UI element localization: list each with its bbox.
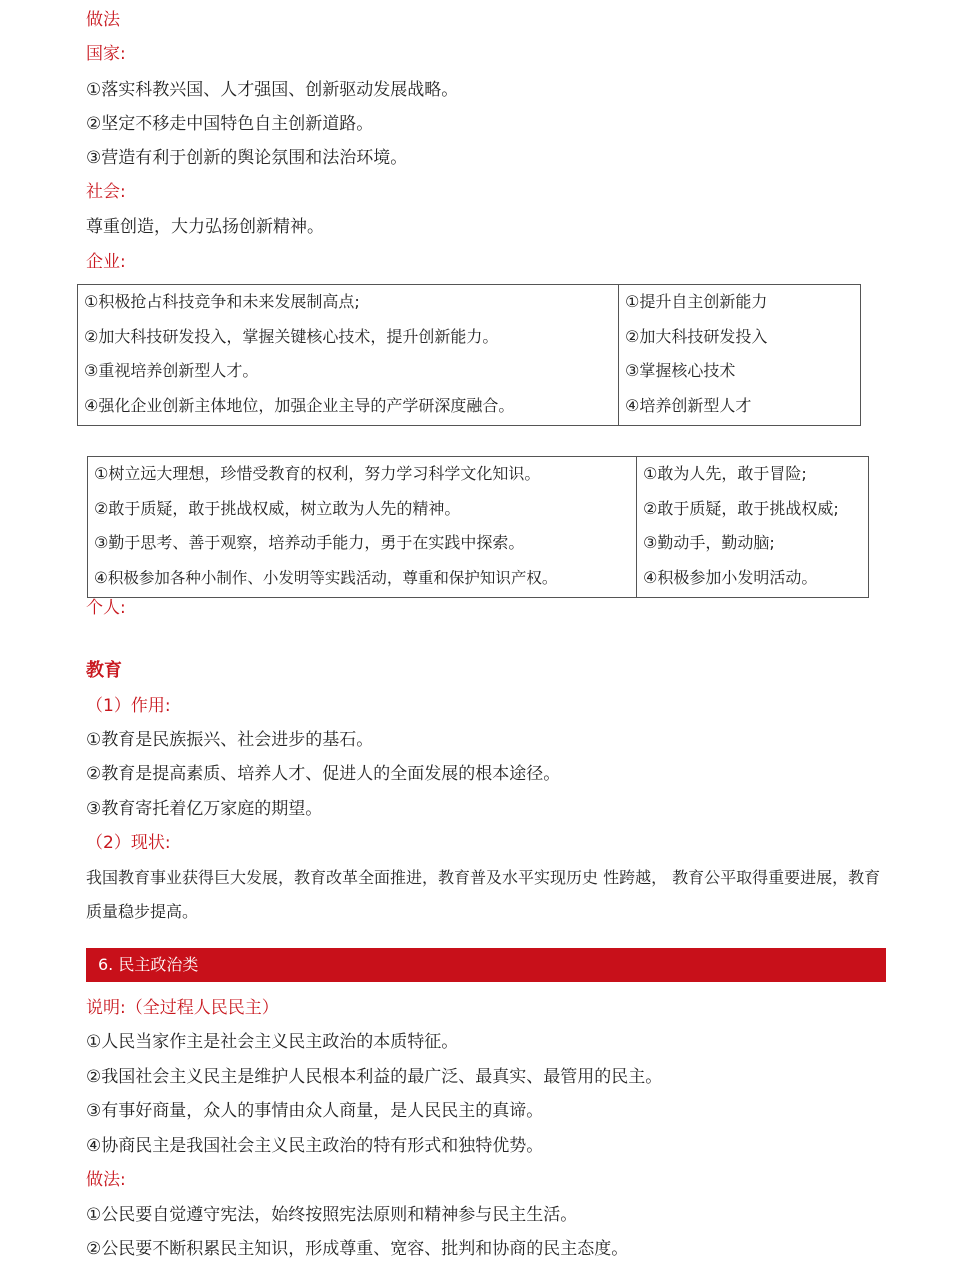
individual-left-cell	[88, 457, 637, 598]
individual-right-item: ②敢于质疑，敢于挑战权威;	[643, 498, 839, 518]
individual-right-item: ③勤动手，勤动脑;	[643, 533, 775, 552]
democracy-explain-label: 说明:（全过程人民民主）	[86, 998, 279, 1018]
individual-right-item: ④积极参加小发明活动。	[643, 567, 818, 587]
enterprise-right-item: ③掌握核心技术	[625, 361, 736, 380]
education-heading: 教育	[86, 660, 122, 681]
enterprise-right-item: ④培养创新型人才	[625, 395, 752, 415]
country-item: ③营造有利于创新的舆论氛围和法治环境。	[86, 148, 408, 168]
democracy-explain-item: ④协商民主是我国社会主义民主政治的特有形式和独特优势。	[86, 1136, 544, 1156]
individual-right-cell	[637, 457, 869, 598]
individual-left-item: ②敢于质疑，敢于挑战权威，树立敢为人先的精神。	[94, 498, 461, 518]
education-status-text: 我国教育事业获得巨大发展，教育改革全面推进，教育普及水平实现历史 性跨越， 教育公平取得重要进展，教育质量稳步提高。	[86, 868, 881, 921]
enterprise-label: 企业:	[86, 252, 126, 272]
enterprise-right-item: ②加大科技研发投入	[625, 326, 768, 346]
individual-label: 个人:	[86, 598, 126, 618]
individual-left-item: ③勤于思考、善于观察，培养动手能力，勇于在实践中探索。	[94, 533, 525, 552]
society-item: 尊重创造，大力弘扬创新精神。	[86, 217, 324, 237]
education-role-label: （1）作用:	[86, 696, 171, 716]
enterprise-left-item: ③重视培养创新型人才。	[84, 361, 259, 380]
section-banner-democracy: 6. 民主政治类	[86, 948, 886, 982]
democracy-explain-item: ③有事好商量，众人的事情由众人商量，是人民民主的真谛。	[86, 1101, 544, 1121]
individual-left-item: ④积极参加各种小制作、小发明等实践活动，尊重和保护知识产权。	[94, 568, 558, 587]
individual-right-item: ①敢为人先，敢于冒险;	[643, 464, 807, 483]
democracy-practice-item: ①公民要自觉遵守宪法，始终按照宪法原则和精神参与民主生活。	[86, 1205, 578, 1225]
enterprise-left-item: ②加大科技研发投入，掌握关键核心技术，提升创新能力。	[84, 326, 499, 346]
democracy-practice-item: ②公民要不断积累民主知识，形成尊重、宽容、批判和协商的民主态度。	[86, 1239, 629, 1259]
democracy-practice-label: 做法:	[86, 1170, 126, 1190]
country-item: ②坚定不移走中国特色自主创新道路。	[86, 114, 374, 134]
education-role-item: ①教育是民族振兴、社会进步的基石。	[86, 730, 374, 750]
enterprise-left-cell	[78, 285, 619, 426]
individual-left-item: ①树立远大理想，珍惜受教育的权利，努力学习科学文化知识。	[94, 464, 541, 483]
enterprise-right-cell	[619, 285, 861, 426]
education-role-item: ②教育是提高素质、培养人才、促进人的全面发展的根本途径。	[86, 764, 561, 784]
country-label: 国家:	[86, 44, 126, 64]
society-label: 社会:	[86, 182, 126, 202]
enterprise-table	[77, 284, 861, 426]
enterprise-right-item: ①提升自主创新能力	[625, 292, 768, 311]
democracy-explain-item: ②我国社会主义民主是维护人民根本利益的最广泛、最真实、最管用的民主。	[86, 1067, 663, 1087]
democracy-explain-item: ①人民当家作主是社会主义民主政治的本质特征。	[86, 1032, 459, 1052]
enterprise-left-item: ①积极抢占科技竞争和未来发展制高点;	[84, 292, 360, 311]
section-heading-practice: 做法	[86, 10, 120, 30]
individual-table	[87, 456, 869, 598]
education-status-label: （2）现状:	[86, 833, 171, 853]
education-role-item: ③教育寄托着亿万家庭的期望。	[86, 799, 323, 819]
enterprise-left-item: ④强化企业创新主体地位，加强企业主导的产学研深度融合。	[84, 395, 515, 415]
country-item: ①落实科教兴国、人才强国、创新驱动发展战略。	[86, 80, 459, 100]
